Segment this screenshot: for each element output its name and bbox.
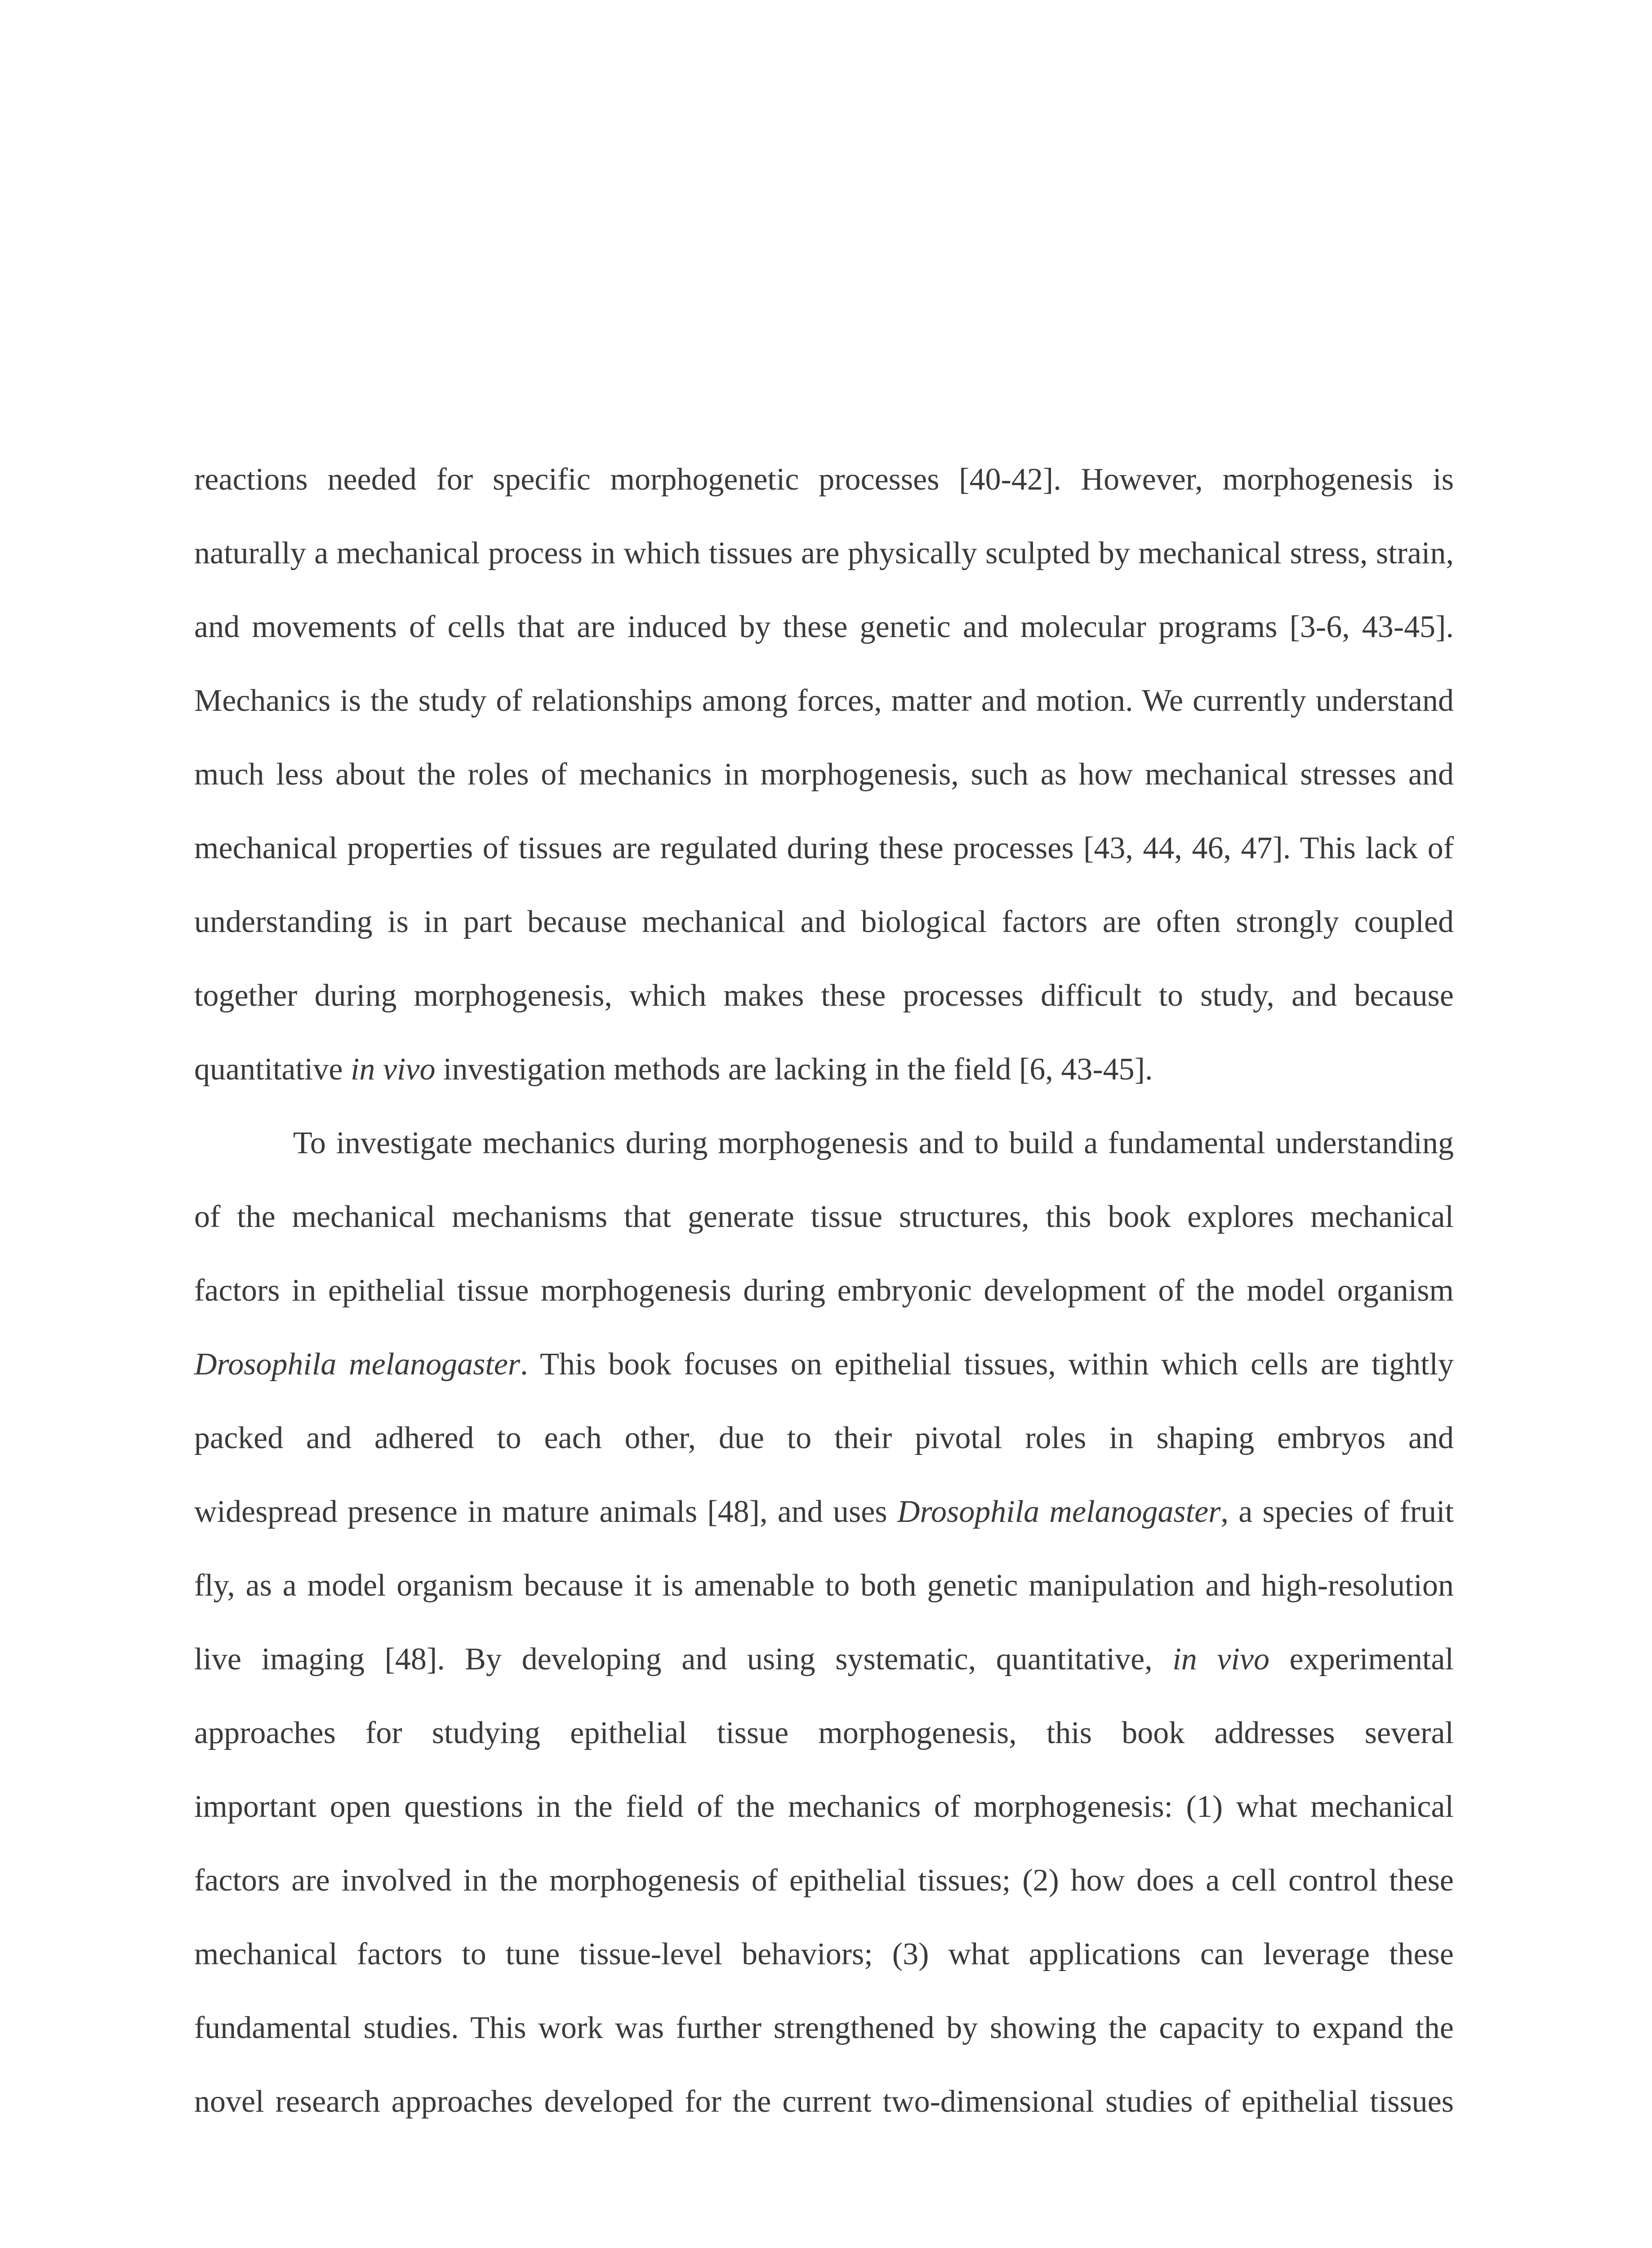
text-run: much less about the roles of mechanics in morphogenesis, such as how mechanical stresses and (194, 757, 1454, 792)
text-run: understanding is in part because mechanical and biological factors are often strongly coupled (194, 905, 1454, 939)
text-run: quantitative (194, 1052, 351, 1087)
text-run: novel research approaches developed for the current two-dimensional studies of epithelial tissues (194, 2084, 1454, 2119)
text-line (194, 902, 1454, 942)
text-line (194, 1197, 1454, 1237)
text-line (194, 1860, 1454, 1901)
text-run: widespread presence in mature animals [48], and uses (194, 1494, 897, 1529)
text-run: approaches for studying epithelial tissue morphogenesis, this book addresses several (194, 1716, 1454, 1750)
text-line (194, 607, 1454, 647)
text-line (194, 976, 1454, 1016)
italic-term: in vivo (350, 1052, 436, 1087)
text-run: important open questions in the field of the mechanics of morphogenesis: (1) what mechanical (194, 1789, 1454, 1824)
text-line (194, 2008, 1454, 2048)
text-line (194, 1639, 1454, 1680)
text-run: investigation methods are lacking in the field [6, 43-45]. (435, 1052, 1153, 1087)
text-run: and movements of cells that are induced by these genetic and molecular programs [3-6, 43-45]. (194, 610, 1454, 644)
text-line (194, 1271, 1454, 1311)
text-run: reactions needed for specific morphogenetic processes [40-42]. However, morphogenesis is (194, 462, 1454, 497)
text-run: together during morphogenesis, which makes these processes difficult to study, and because (194, 978, 1454, 1013)
text-run: of the mechanical mechanisms that generate tissue structures, this book explores mechanical (194, 1200, 1454, 1234)
text-line (194, 1344, 1454, 1385)
text-run: Mechanics is the study of relationships among forces, matter and motion. We currently understand (194, 683, 1454, 718)
text-line (194, 1713, 1454, 1753)
text-line (194, 1934, 1454, 1975)
text-line (194, 754, 1454, 795)
italic-term: Drosophila melanogaster (194, 1347, 521, 1382)
text-run: experimental (1269, 1642, 1454, 1677)
text-run: fundamental studies. This work was further strengthened by showing the capacity to expand the (194, 2011, 1454, 2045)
text-run: factors are involved in the morphogenesis of epithelial tissues; (2) how does a cell control these (194, 1863, 1454, 1898)
italic-term: in vivo (1172, 1642, 1269, 1677)
text-line (194, 533, 1454, 574)
text-run: To investigate mechanics during morphogenesis and to build a fundamental understanding (293, 1126, 1454, 1160)
text-run: packed and adhered to each other, due to their pivotal roles in shaping embryos and (194, 1421, 1454, 1455)
text-run: live imaging [48]. By developing and using systematic, quantitative, (194, 1642, 1173, 1677)
text-line (194, 1049, 1454, 1090)
text-line (194, 1787, 1454, 1827)
text-run: , a species of fruit (1220, 1494, 1454, 1529)
text-run: mechanical properties of tissues are regulated during these processes [43, 44, 46, 47]. This lack of (194, 831, 1454, 865)
text-run: fly, as a model organism because it is amenable to both genetic manipulation and high-resolution (194, 1568, 1454, 1603)
text-line (194, 2082, 1454, 2122)
text-line (293, 1123, 1454, 1164)
text-run: naturally a mechanical process in which tissues are physically sculpted by mechanical stress, strain, (194, 536, 1454, 571)
text-line (194, 459, 1454, 500)
text-line (194, 1418, 1454, 1459)
text-line (194, 828, 1454, 869)
text-line (194, 681, 1454, 721)
text-run: factors in epithelial tissue morphogenesis during embryonic development of the model organism (194, 1273, 1454, 1308)
italic-term: Drosophila melanogaster (897, 1494, 1221, 1529)
text-line (194, 1492, 1454, 1532)
text-run: mechanical factors to tune tissue-level behaviors; (3) what applications can leverage these (194, 1937, 1454, 1971)
text-line (194, 1566, 1454, 1606)
text-run: . This book focuses on epithelial tissues, within which cells are tightly (520, 1347, 1454, 1382)
